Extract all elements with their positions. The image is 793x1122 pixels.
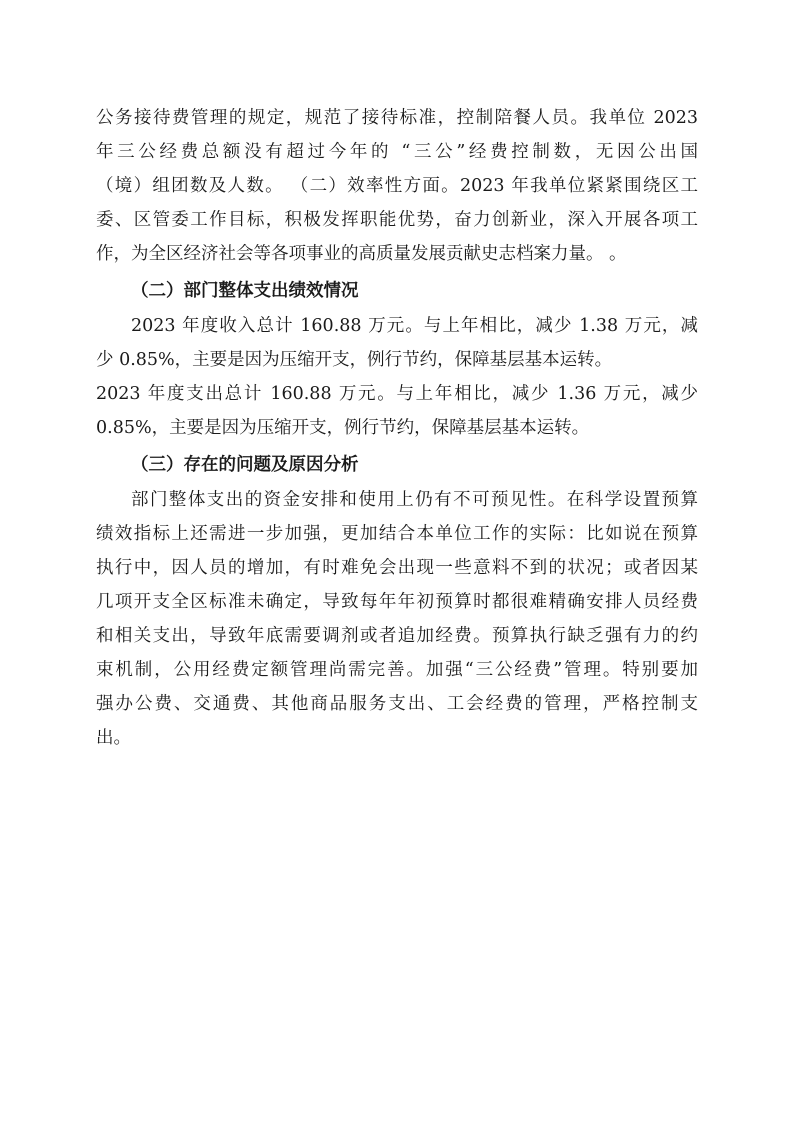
- text-line: 几项开支全区标准未确定，导致每年年初预算时都很难精确安排人员经费: [96, 592, 698, 612]
- document-body: [96, 101, 698, 755]
- text-line: 作，为全区经济社会等各项事业的高质量发展贡献史志档案力量。 。: [96, 244, 627, 264]
- text-line: 执行中，因人员的增加，有时难免会出现一些意料不到的状况；或者因某: [96, 558, 698, 578]
- text-line: （境）组团数及人数。 （二）效率性方面。2023 年我单位紧紧围绕区工: [96, 176, 698, 196]
- text-line: 2023 年度收入总计 160.88 万元。与上年相比，减少 1.38 万元，减: [131, 316, 698, 336]
- text-line: 年三公经费总额没有超过今年的 “三公”经费控制数，无因公出国: [96, 142, 698, 162]
- text-line: 部门整体支出的资金安排和使用上仍有不可预见性。在科学设置预算: [131, 490, 698, 510]
- text-line: 2023 年度支出总计 160.88 万元。与上年相比，减少 1.36 万元，减少: [96, 384, 698, 404]
- text-line: 公务接待费管理的规定，规范了接待标准，控制陪餐人员。我单位 2023: [96, 108, 698, 128]
- section-heading-problems-analysis: （三）存在的问题及原因分析: [131, 455, 359, 475]
- text-line: 束机制，公用经费定额管理尚需完善。加强“三公经费”管理。特别要加: [96, 660, 698, 680]
- text-line: 和相关支出，导致年底需要调剂或者追加经费。预算执行缺乏强有力的约: [96, 626, 698, 646]
- paragraph-problems: [96, 483, 698, 755]
- paragraph-income-expenditure: [96, 309, 698, 445]
- text-line: 0.85%，主要是因为压缩开支，例行节约，保障基层基本运转。: [96, 418, 590, 438]
- text-line: 少 0.85%，主要是因为压缩开支，例行节约，保障基层基本运转。: [96, 350, 613, 370]
- text-line: 绩效指标上还需进一步加强，更加结合本单位工作的实际：比如说在预算: [96, 524, 698, 544]
- text-line: 强办公费、交通费、其他商品服务支出、工会经费的管理，严格控制支: [96, 694, 698, 714]
- text-line: 委、区管委工作目标，积极发挥职能优势，奋力创新业，深入开展各项工: [96, 210, 698, 230]
- paragraph-efficiency-review: [96, 101, 698, 271]
- section-heading-overall-expenditure: （二）部门整体支出绩效情况: [131, 281, 359, 301]
- text-line: 出。: [96, 728, 131, 748]
